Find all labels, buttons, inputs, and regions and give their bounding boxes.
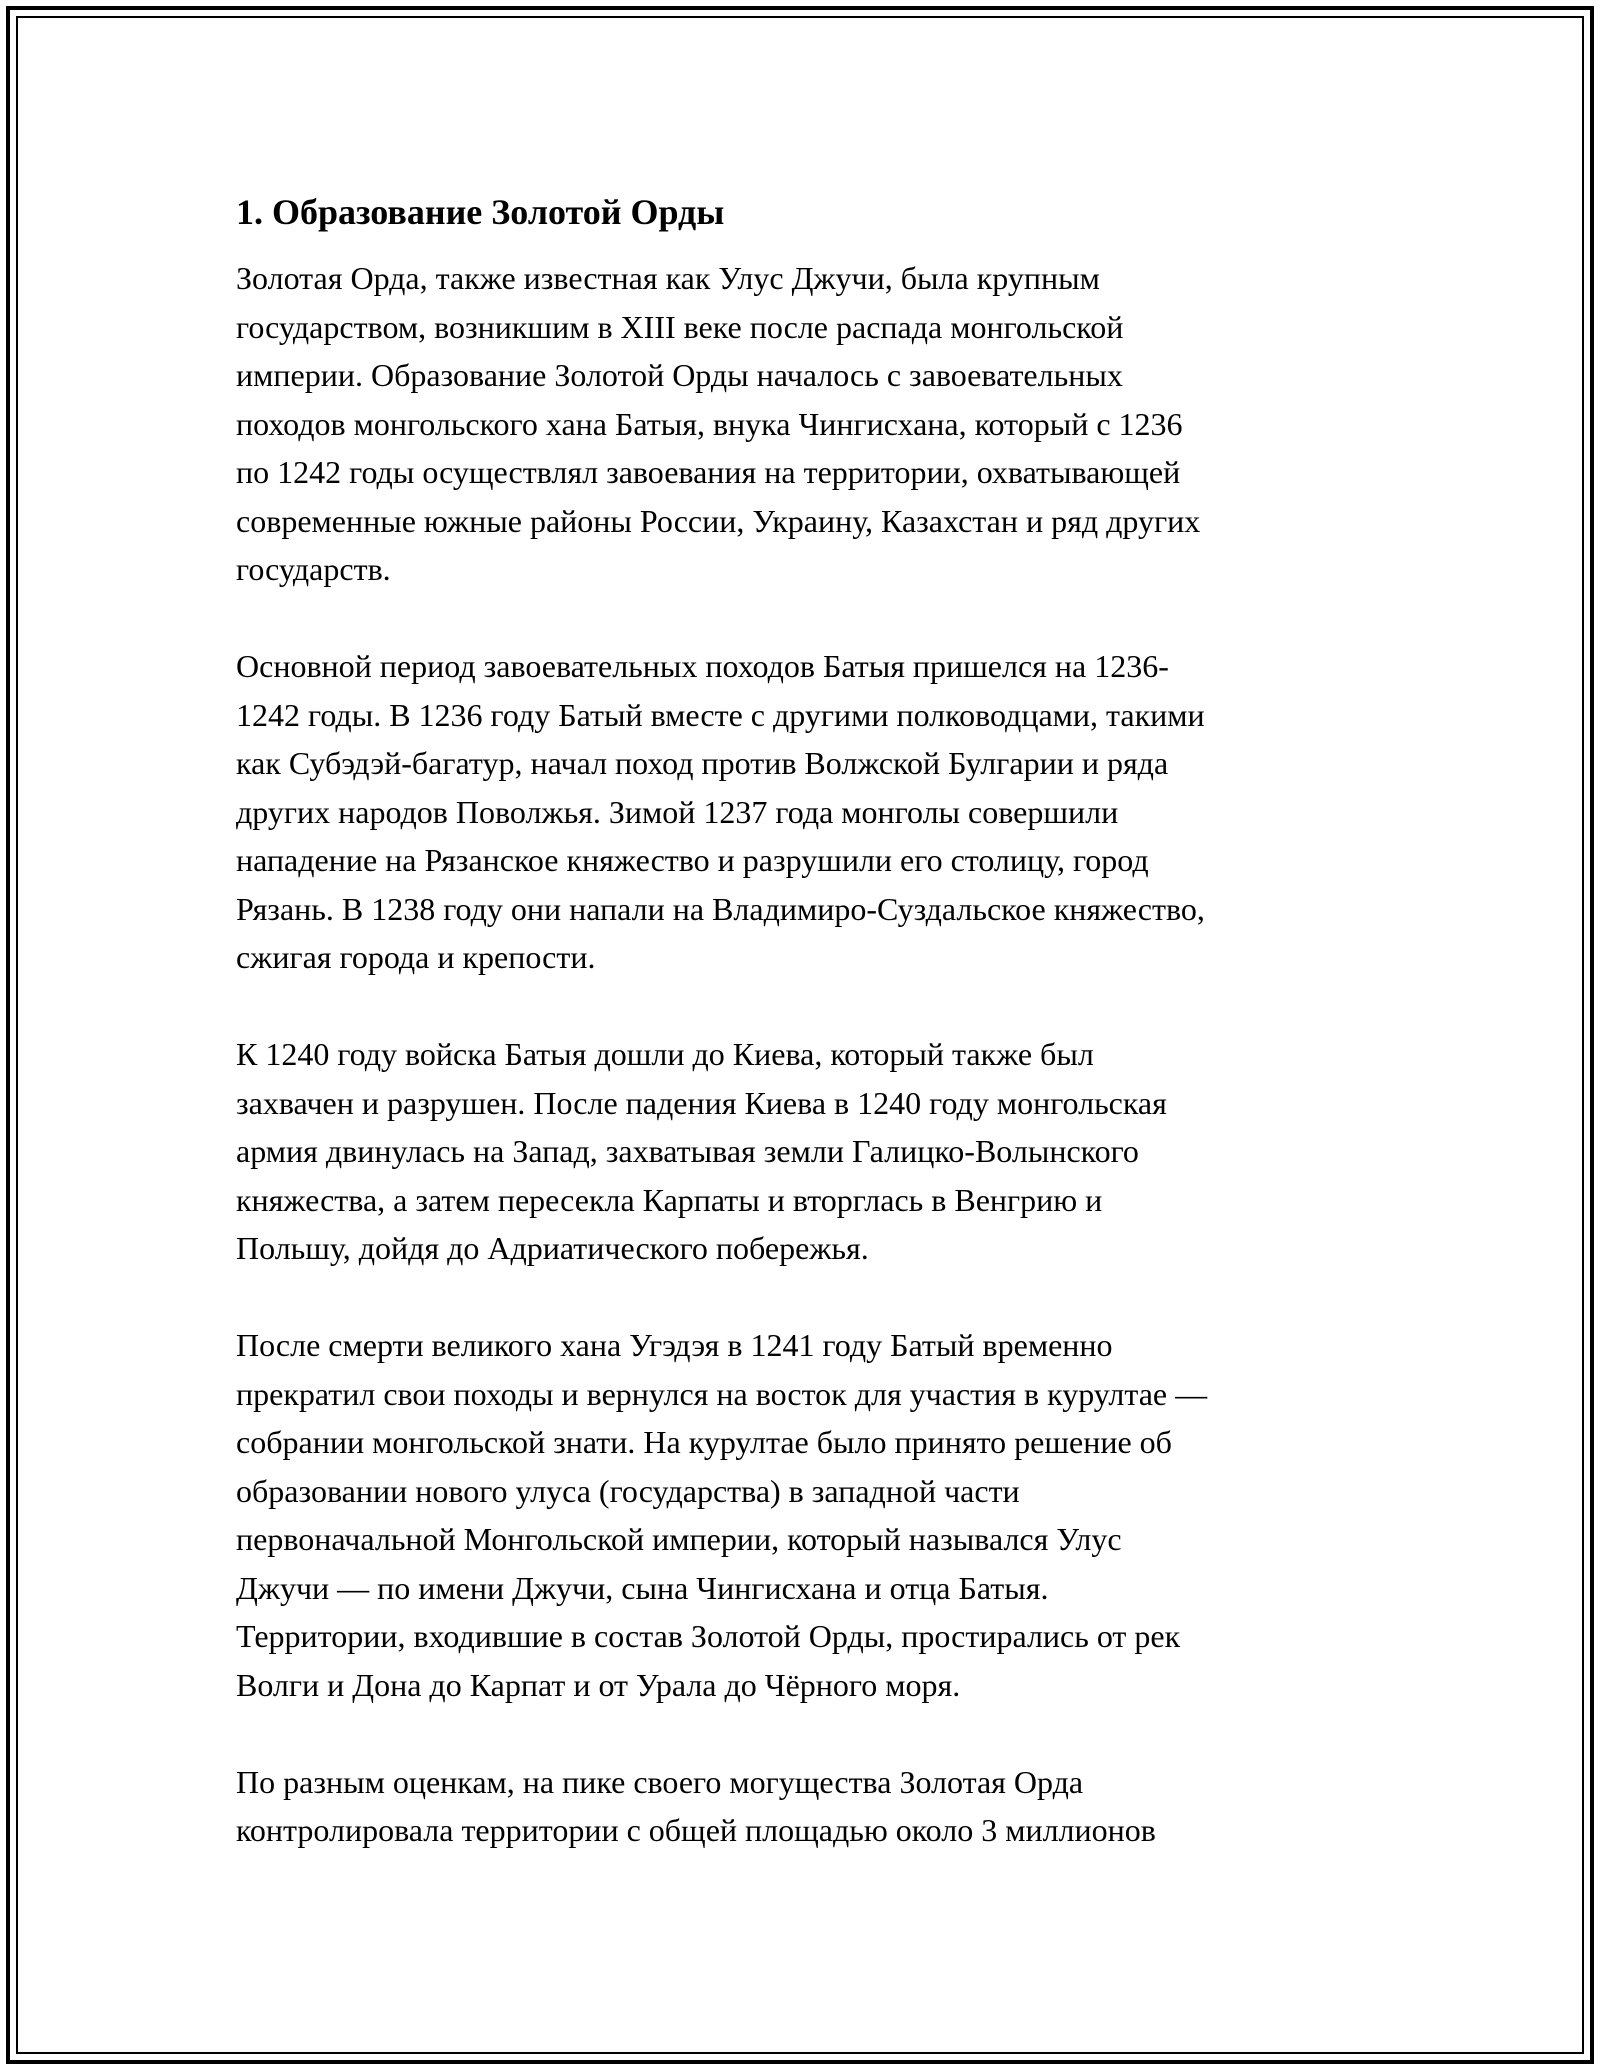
- paragraph-4: После смерти великого хана Угэдэя в 1241 году Батый временно прекратил свои походы и вернулся на восток для участия в курултае — собрании монгольской знати. На курултае было принято решение об образовании нового улуса (государства) в западной части первоначальной Монгольской империи, который назывался Улус Джучи — по имени Джучи, сына Чингисхана и отца Батыя. Территории, входившие в состав Золотой Орды, простирались от рек Волги и Дона до Карпат и от Урала до Чёрного моря.: [236, 1327, 1208, 1703]
- paragraph-1: Золотая Орда, также известная как Улус Джучи, была крупным государством, возникшим в XIII веке после распада монгольской империи. Образование Золотой Орды началось с завоевательных походов монгольского хана Батыя, внука Чингисхана, который с 1236 по 1242 годы осуществлял завоевания на территории, охватывающей современные южные районы России, Украину, Казахстан и ряд других государств.: [236, 260, 1201, 587]
- document-body: [236, 186, 1376, 1903]
- paragraph-2: Основной период завоевательных походов Батыя пришелся на 1236- 1242 годы. В 1236 году Батый вместе с другими полководцами, такими как Субэдэй-багатур, начал поход против Волжской Булгарии и ряда других народов Поволжья. Зимой 1237 года монголы совершили нападение на Рязанское княжество и разрушили его столицу, город Рязань. В 1238 году они напали на Владимиро-Суздальское княжество, сжигая города и крепости.: [236, 648, 1205, 975]
- paragraph-3: К 1240 году войска Батыя дошли до Киева, который также был захвачен и разрушен. После падения Киева в 1240 году монгольская армия двинулась на Запад, захватывая земли Галицко-Волынского княжества, а затем пересекла Карпаты и вторглась в Венгрию и Польшу, дойдя до Адриатического побережья.: [236, 1036, 1167, 1266]
- paragraph-5: По разным оценкам, на пике своего могущества Золотая Орда контролировала территории с общей площадью около 3 миллионов: [236, 1763, 1156, 1848]
- section-heading: 1. Образование Золотой Орды: [236, 192, 725, 232]
